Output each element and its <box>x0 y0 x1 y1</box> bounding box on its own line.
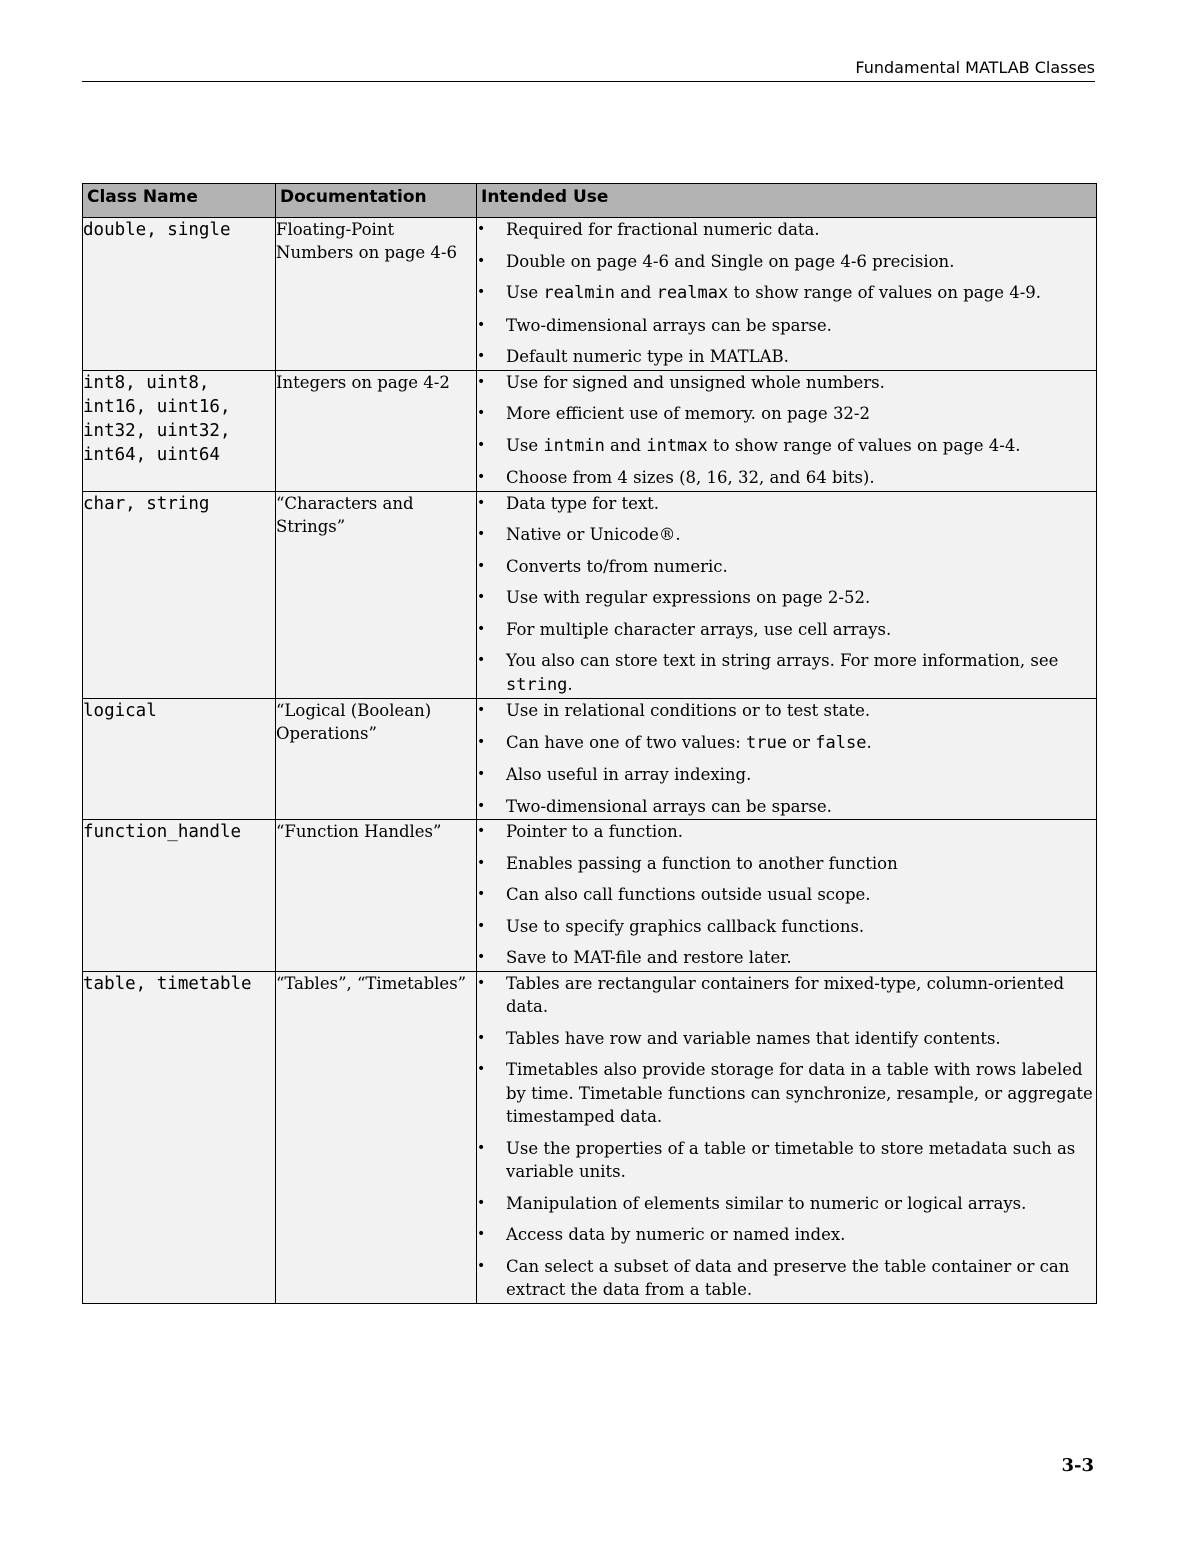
use-text: Use <box>506 283 544 302</box>
code-term: false <box>815 732 867 753</box>
class-name: int32, uint32, <box>83 420 231 441</box>
list-item <box>477 883 1096 907</box>
bullet-icon: • <box>477 702 486 718</box>
use-text: Choose from 4 sizes (8, 16, 32, and 64 bits). <box>506 468 875 487</box>
column-header-class-name: Class Name <box>83 184 276 218</box>
use-text: . <box>866 732 872 752</box>
use-text: or <box>786 732 816 752</box>
intended-use-list <box>477 820 1096 970</box>
list-item <box>477 1137 1096 1184</box>
use-text: Can have one of two values: <box>506 732 747 752</box>
bullet-icon: • <box>477 348 486 364</box>
documentation-link[interactable]: Integers on page 4-2 <box>276 370 477 491</box>
class-name-cell <box>83 699 276 820</box>
use-text: Can select a subset of data and preserve the table container or can extract the data from a table. <box>506 1256 1070 1299</box>
list-item <box>477 586 1096 610</box>
list-item <box>477 795 1096 819</box>
bullet-icon: • <box>477 766 486 782</box>
class-name-cell <box>83 820 276 972</box>
list-item <box>477 649 1096 697</box>
use-text: Required for fractional numeric data. <box>506 220 820 239</box>
class-name: int16, uint16, <box>83 396 231 417</box>
bullet-icon: • <box>477 620 486 637</box>
bullet-icon: • <box>477 494 486 511</box>
intended-use-cell <box>477 218 1097 371</box>
use-text: Can also call functions outside usual scope. <box>506 885 871 904</box>
running-header: Fundamental MATLAB Classes <box>82 57 1095 82</box>
list-item <box>477 946 1096 970</box>
table-row <box>83 218 1097 371</box>
class-name: double, single <box>83 220 231 240</box>
table-body <box>83 218 1097 1304</box>
list-item <box>477 492 1096 516</box>
bullet-icon: • <box>477 917 486 934</box>
code-term: intmax <box>646 435 708 456</box>
bullet-icon: • <box>477 557 486 574</box>
list-item <box>477 618 1096 642</box>
use-text: Default numeric type in MATLAB. <box>506 347 789 366</box>
class-name: table, timetable <box>83 973 252 994</box>
bullet-icon: • <box>477 436 486 453</box>
intended-use-list <box>477 371 1096 490</box>
use-text: Two-dimensional arrays can be sparse. <box>506 315 832 335</box>
bullet-icon: • <box>477 1257 486 1274</box>
use-text: Use to specify graphics callback functions. <box>506 916 865 936</box>
bullet-icon: • <box>477 823 486 839</box>
use-text: . <box>567 674 573 694</box>
code-term: true <box>746 732 787 753</box>
intended-use-cell <box>477 699 1097 820</box>
table-row <box>83 491 1097 699</box>
bullet-icon: • <box>477 589 486 605</box>
list-item <box>477 699 1096 723</box>
bullet-icon: • <box>477 1139 486 1156</box>
bullet-icon: • <box>477 1061 486 1077</box>
table-row <box>83 820 1097 972</box>
list-item <box>477 731 1096 756</box>
list-item <box>477 434 1096 459</box>
class-table <box>82 183 1097 1304</box>
use-text: Two-dimensional arrays can be sparse. <box>506 796 832 816</box>
list-item <box>477 1255 1096 1302</box>
list-item <box>477 852 1096 876</box>
use-text: Enables passing a function to another function <box>506 853 898 873</box>
use-text: Save to MAT-file and restore later. <box>506 948 792 967</box>
use-text: Manipulation of elements similar to numeric or logical arrays. <box>506 1193 1027 1213</box>
list-item <box>477 523 1096 547</box>
table-row <box>83 699 1097 820</box>
use-text: Use with regular expressions on page 2-52. <box>506 588 871 607</box>
bullet-icon: • <box>477 316 486 333</box>
use-text: Use in relational conditions or to test state. <box>506 701 871 720</box>
class-name: function_handle <box>83 822 242 842</box>
list-item <box>477 763 1096 787</box>
use-text: to show range of values on page 4-9. <box>728 283 1042 302</box>
use-text: Data type for text. <box>506 493 660 513</box>
list-item <box>477 345 1096 369</box>
use-text: Tables have row and variable names that identify contents. <box>506 1028 1001 1048</box>
column-header-intended-use: Intended Use <box>477 184 1097 218</box>
documentation-link[interactable]: “Function Handles” <box>276 820 477 972</box>
bullet-icon: • <box>477 1226 486 1242</box>
intended-use-cell <box>477 971 1097 1303</box>
intended-use-cell <box>477 820 1097 972</box>
table-row <box>83 971 1097 1303</box>
bullet-icon: • <box>477 652 486 668</box>
list-item <box>477 314 1096 338</box>
bullet-icon: • <box>477 797 486 814</box>
documentation-link[interactable]: “Characters and Strings” <box>276 491 477 699</box>
use-text: Tables are rectangular containers for mixed-type, column-oriented data. <box>506 973 1065 1016</box>
list-item <box>477 915 1096 939</box>
class-name-cell <box>83 491 276 699</box>
use-text: to show range of values on page 4-4. <box>707 435 1021 455</box>
intended-use-cell <box>477 370 1097 491</box>
class-name: int8, uint8, <box>83 372 210 393</box>
code-term: realmin <box>543 283 616 303</box>
bullet-icon: • <box>477 854 486 871</box>
documentation-link[interactable]: “Logical (Boolean) Operations” <box>276 699 477 820</box>
use-text: Access data by numeric or named index. <box>506 1225 846 1244</box>
bullet-icon: • <box>477 733 486 750</box>
class-name-cell <box>83 370 276 491</box>
class-name: logical <box>83 701 157 721</box>
bullet-icon: • <box>477 405 486 421</box>
bullet-icon: • <box>477 1194 486 1211</box>
list-item <box>477 555 1096 579</box>
code-term: realmax <box>656 283 729 303</box>
bullet-icon: • <box>477 974 486 991</box>
use-text: Double on page 4-6 and Single on page 4-6 precision. <box>506 251 955 271</box>
page-number: 3-3 <box>1061 1455 1094 1476</box>
bullet-icon: • <box>477 886 486 902</box>
intended-use-list <box>477 972 1096 1302</box>
documentation-link[interactable]: “Tables”, “Timetables” <box>276 971 477 1303</box>
use-text: Timetables also provide storage for data in a table with rows labeled by time. Timetable functions can synchronize, resample, or aggregate timestamped data. <box>506 1060 1093 1126</box>
list-item <box>477 820 1096 844</box>
bullet-icon: • <box>477 221 486 237</box>
use-text: Converts to/from numeric. <box>506 556 728 576</box>
use-text: Use <box>506 435 544 455</box>
list-item <box>477 1192 1096 1216</box>
class-name-cell <box>83 218 276 371</box>
table-row <box>83 370 1097 491</box>
intended-use-list <box>477 699 1096 818</box>
intended-use-list <box>477 492 1096 698</box>
bullet-icon: • <box>477 1029 486 1046</box>
column-header-documentation: Documentation <box>276 184 477 218</box>
use-text: Pointer to a function. <box>506 822 684 841</box>
use-text: Use for signed and unsigned whole numbers. <box>506 372 885 392</box>
table-header-row <box>83 184 1097 218</box>
code-term: string <box>506 674 568 695</box>
list-item <box>477 1058 1096 1129</box>
list-item <box>477 250 1096 274</box>
list-item <box>477 402 1096 426</box>
bullet-icon: • <box>477 949 486 965</box>
use-text: For multiple character arrays, use cell arrays. <box>506 619 892 639</box>
bullet-icon: • <box>477 252 486 269</box>
use-text: Native or Unicode®. <box>506 525 681 544</box>
list-item <box>477 972 1096 1019</box>
use-text: More efficient use of memory. on page 32-2 <box>506 404 871 423</box>
code-term: intmin <box>543 435 605 456</box>
list-item <box>477 371 1096 395</box>
list-item <box>477 466 1096 490</box>
use-text: Also useful in array indexing. <box>506 765 752 784</box>
list-item <box>477 281 1096 306</box>
bullet-icon: • <box>477 373 486 390</box>
bullet-icon: • <box>477 526 486 542</box>
intended-use-list <box>477 218 1096 369</box>
documentation-link[interactable]: Floating-Point Numbers on page 4-6 <box>276 218 477 371</box>
class-name: int64, uint64 <box>83 444 220 465</box>
use-text: and <box>604 435 647 455</box>
bullet-icon: • <box>477 469 486 485</box>
bullet-icon: • <box>477 284 486 300</box>
use-text: You also can store text in string arrays. For more information, see <box>506 651 1059 670</box>
list-item <box>477 1027 1096 1051</box>
class-name-cell <box>83 971 276 1303</box>
list-item <box>477 1223 1096 1247</box>
class-name: char, string <box>83 493 210 514</box>
use-text: and <box>615 283 657 302</box>
use-text: Use the properties of a table or timetable to store metadata such as variable units. <box>506 1138 1076 1181</box>
list-item <box>477 218 1096 242</box>
intended-use-cell <box>477 491 1097 699</box>
